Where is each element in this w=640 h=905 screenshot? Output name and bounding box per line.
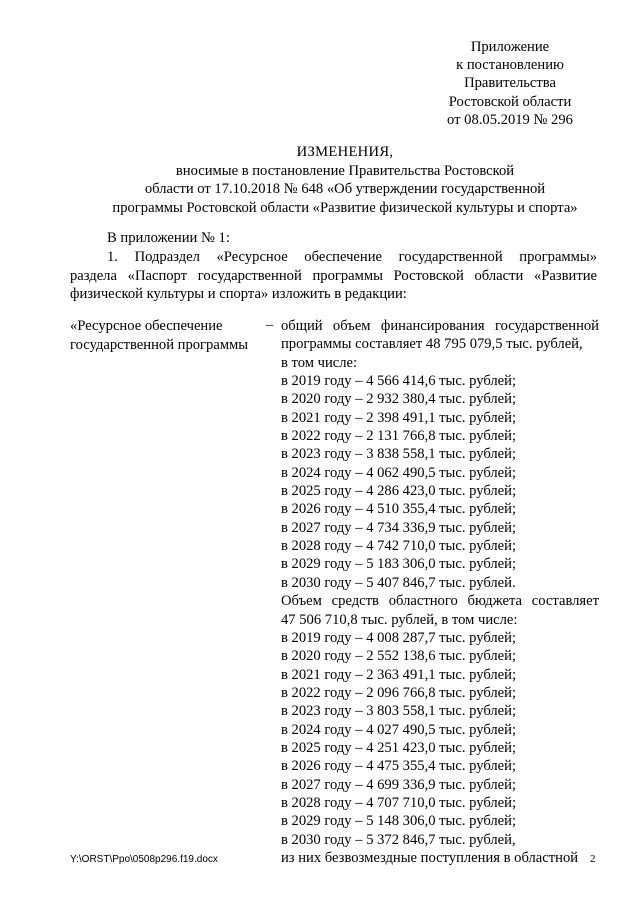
regional-year-row: в 2030 году – 5 372 846,7 тыс. рублей,: [281, 831, 516, 848]
regional-year-row: в 2028 году – 4 707 710,0 тыс. рублей;: [281, 794, 517, 811]
resource-label: [70, 317, 248, 354]
appendix-line: В приложении № 1:: [107, 230, 230, 246]
paragraph-line: физической культуры и спорта» изложить в редакции:: [70, 286, 407, 302]
regional-year-row: в 2019 году – 4 008 287,7 тыс. рублей;: [281, 629, 517, 646]
file-path: Y:\ORST\Ppo\0508p296.f19.docx: [70, 854, 218, 865]
regional-intro-line: 47 506 710,8 тыс. рублей, в том числе:: [281, 611, 518, 628]
total-year-row: в 2026 году – 4 510 355,4 тыс. рублей;: [281, 501, 517, 518]
attachment-block: [420, 38, 600, 129]
resource-label-line: «Ресурсное обеспечение: [70, 318, 223, 334]
regional-year-row: в 2025 году – 4 251 423,0 тыс. рублей;: [281, 739, 517, 756]
total-year-row: в 2025 году – 4 286 423,0 тыс. рублей;: [281, 483, 517, 500]
regional-year-row: в 2026 году – 4 475 355,4 тыс. рублей;: [281, 758, 517, 775]
attachment-line: от 08.05.2019 № 296: [447, 111, 573, 128]
paragraph-line: 1. Подраздел «Ресурсное обеспечение государственной программы»: [107, 249, 597, 265]
total-year-row: в 2020 году – 2 932 380,4 тыс. рублей;: [281, 391, 517, 408]
heading-line: области от 17.10.2018 № 648 «Об утверждении государственной: [144, 181, 546, 197]
document-title: ИЗМЕНЕНИЯ,: [296, 144, 394, 160]
funding-intro-line: общий объем финансирования государственной: [281, 318, 599, 334]
regional-intro-line: Объем средств областного бюджета составляет: [281, 593, 599, 610]
regional-year-row: в 2023 году – 3 803 558,1 тыс. рублей;: [281, 703, 517, 720]
total-year-row: в 2024 году – 4 062 490,5 тыс. рублей;: [281, 464, 517, 481]
total-year-row: в 2030 году – 5 407 846,7 тыс. рублей.: [281, 574, 516, 591]
funding-intro-line: в том числе:: [281, 354, 358, 371]
attachment-line: Ростовской области: [448, 93, 572, 110]
document-heading: [60, 143, 630, 217]
attachment-line: Правительства: [464, 75, 556, 92]
heading-line: программы Ростовской области «Развитие физической культуры и спорта»: [112, 199, 578, 216]
regional-year-row: в 2022 году – 2 096 766,8 тыс. рублей;: [281, 684, 517, 701]
total-year-row: в 2021 году – 2 398 491,1 тыс. рублей;: [281, 409, 517, 426]
regional-year-row: в 2029 году – 5 148 306,0 тыс. рублей;: [281, 813, 517, 830]
regional-year-row: в 2024 году – 4 027 490,5 тыс. рублей;: [281, 721, 517, 738]
regional-year-row: в 2020 году – 2 552 138,6 тыс. рублей;: [281, 648, 517, 665]
total-year-row: в 2023 году – 3 838 558,1 тыс. рублей;: [281, 446, 517, 463]
total-year-row: в 2028 году – 4 742 710,0 тыс. рублей;: [281, 538, 517, 555]
total-year-row: в 2019 году – 4 566 414,6 тыс. рублей;: [281, 373, 517, 390]
attachment-line: к постановлению: [456, 57, 564, 74]
paragraph-1: [70, 248, 597, 304]
regional-year-row: в 2021 году – 2 363 491,1 тыс. рублей;: [281, 666, 517, 683]
total-year-row: в 2029 году – 5 183 306,0 тыс. рублей;: [281, 556, 517, 573]
funding-tail-line: из них безвозмездные поступления в областной: [281, 849, 579, 866]
total-year-row: в 2022 году – 2 131 766,8 тыс. рублей;: [281, 428, 517, 445]
regional-year-row: в 2027 году – 4 699 336,9 тыс. рублей;: [281, 776, 517, 793]
total-year-row: в 2027 году – 4 734 336,9 тыс. рублей;: [281, 519, 517, 536]
resource-label-line: государственной программы: [70, 336, 249, 353]
funding-details: [281, 317, 599, 867]
paragraph-line: раздела «Паспорт государственной программы Ростовской области «Развитие: [70, 267, 597, 284]
separator-dash: –: [266, 317, 274, 333]
funding-intro-line: программы составляет 48 795 079,5 тыс. рублей,: [281, 336, 583, 353]
attachment-line: Приложение: [470, 39, 550, 55]
heading-line: вносимые в постановление Правительства Ростовской: [175, 162, 515, 179]
page-number: 2: [590, 853, 596, 865]
